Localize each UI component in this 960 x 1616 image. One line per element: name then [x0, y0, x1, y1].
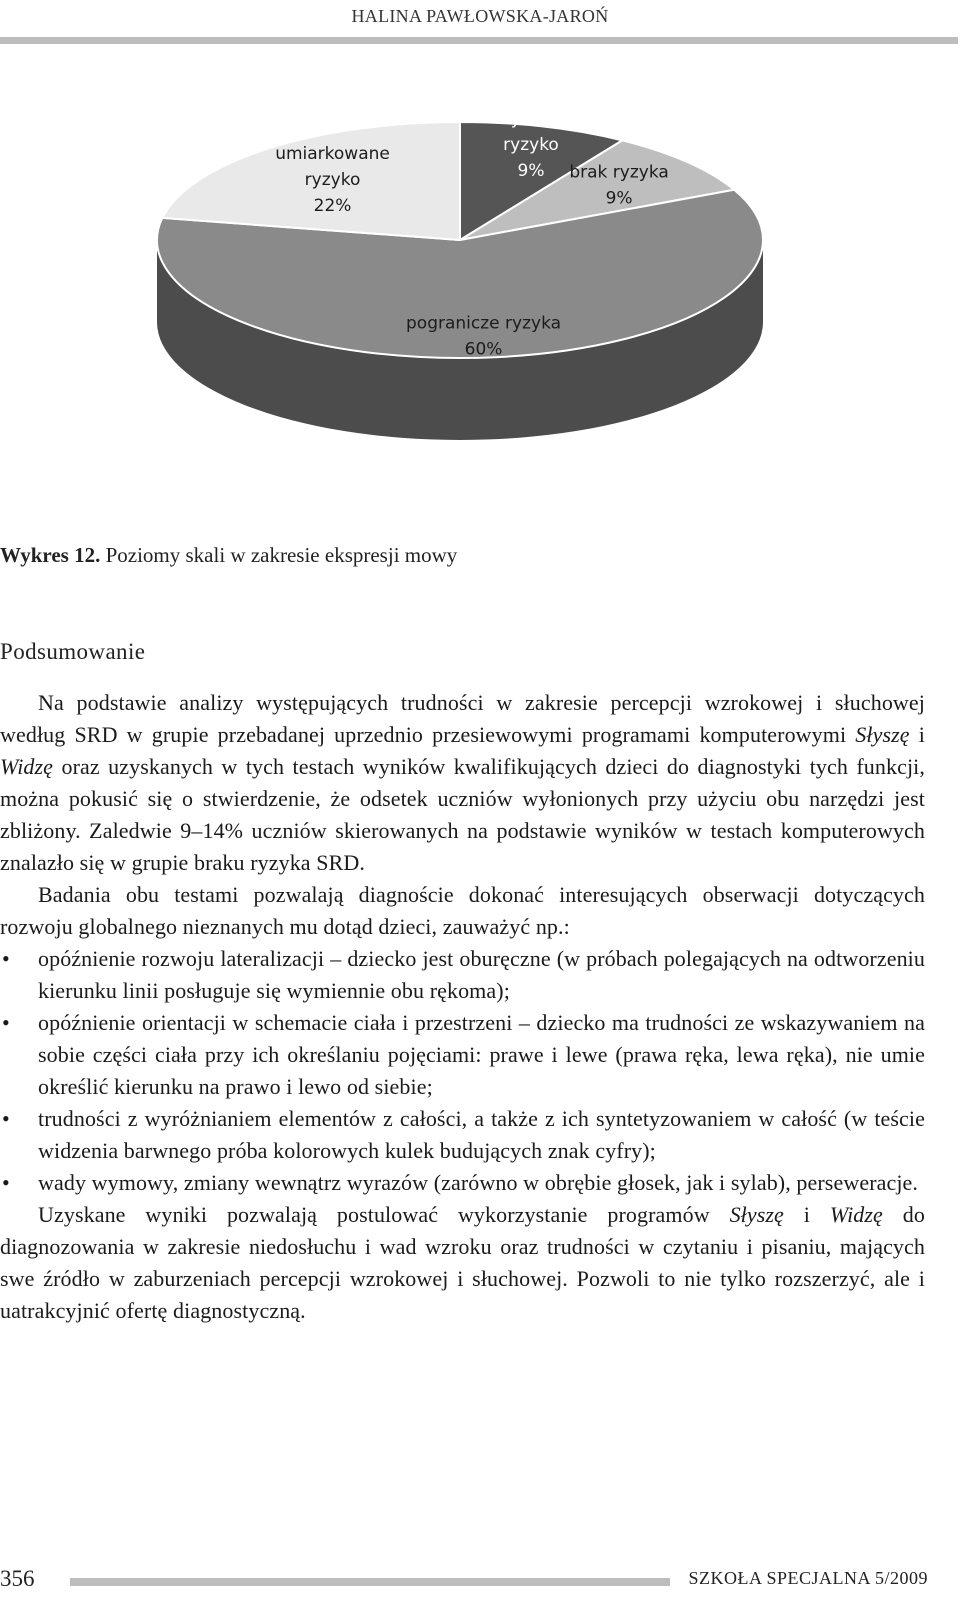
footer-rule — [70, 1578, 670, 1586]
list-item-text: trudności z wyróżnianiem elementów z całości, a także z ich syntetyzowaniem w całość (w teście widzenia barwnego próba kolorowych kulek budujących znak cyfry); — [38, 1106, 925, 1163]
italic-text: Widzę — [829, 1202, 883, 1227]
italic-text: Widzę — [0, 754, 54, 779]
list-item — [0, 943, 925, 1007]
italic-text: Słyszę — [729, 1202, 784, 1227]
text-run: do diagnozowania w zakresie niedosłuchu i wad wzroku oraz trudności w czytaniu i pisaniu, mających swe źródło w zaburzeniach percepcji wzrokowej i słuchowej. Pozwoli to nie tylko rozszerzyć, ale i uatrakcyjnić ofertę diagnostyczną. — [0, 1202, 925, 1323]
paragraph — [0, 687, 925, 879]
caption-title: Poziomy skali w zakresie ekspresji mowy — [105, 543, 458, 567]
bullet-icon: • — [2, 1010, 10, 1035]
pie-label: 60% — [464, 339, 503, 360]
italic-text: Słyszę — [855, 722, 910, 747]
paragraph — [0, 879, 925, 943]
pie-label: brak ryzyka — [569, 162, 669, 183]
pie-label: umiarkowane — [275, 143, 390, 164]
list-item — [0, 1167, 925, 1199]
pie-label: ryzyko — [503, 134, 559, 155]
text-run: i — [783, 1202, 830, 1227]
running-head: HALINA PAWŁOWSKA-JAROŃ — [351, 6, 609, 26]
text-run: Badania obu testami pozwalają diagnoście dokonać interesujących obserwacji dotyczących rozwoju globalnego nieznanych mu dotąd dzieci, zauważyć np.: — [0, 882, 925, 939]
pie-label: pogranicze ryzyka — [406, 313, 562, 334]
bullet-icon: • — [2, 1106, 10, 1131]
list-item-text: opóźnienie orientacji w schemacie ciała i przestrzeni – dziecko ma trudności ze wskazywaniem na sobie części ciała przy ich określaniu pojęciami: prawe i lewe (prawa ręka, lewa ręka), nie umie określić kierunku na prawo i lewo od siebie; — [38, 1010, 925, 1099]
paragraph — [0, 1199, 925, 1327]
pie-label: wysokie — [496, 108, 566, 129]
figure-caption — [0, 545, 900, 566]
bullet-list — [0, 943, 925, 1199]
pie-label: 9% — [605, 188, 633, 209]
journal-name: SZKOŁA SPECJALNA 5/2009 — [688, 1568, 928, 1588]
section-heading: Podsumowanie — [0, 639, 146, 664]
text-run: Na podstawie analizy występujących trudności w zakresie percepcji wzrokowej i słuchowej według SRD w grupie przebadanej uprzednio przesiewowymi programami komputerowymi — [0, 690, 925, 747]
list-item-text: wady wymowy, zmiany wewnątrz wyrazów (zarówno w obrębie głosek, jak i sylab), perseweracje. — [38, 1170, 919, 1195]
caption-label: Wykres 12. — [0, 543, 101, 567]
pie-label: ryzyko — [304, 169, 361, 190]
page-number: 356 — [0, 1566, 35, 1591]
text-run: Uzyskane wyniki pozwalają postulować wykorzystanie programów — [38, 1202, 730, 1227]
body-text — [0, 687, 925, 1327]
pie-chart — [140, 100, 800, 500]
pie-label: 22% — [313, 195, 352, 216]
text-run: oraz uzyskanych w tych testach wyników kwalifikujących dzieci do diagnostyki tych funkcji, można pokusić się o stwierdzenie, że odsetek uczniów wyłonionych przy użyciu obu narzędzi jest zbliżony. Zaledwie 9–14% uczniów skierowanych na podstawie wyników w testach komputerowych znalazło się w grupie braku ryzyka SRD. — [0, 754, 925, 875]
header-rule — [0, 37, 958, 44]
list-item-text: opóźnienie rozwoju lateralizacji – dziecko jest oburęczne (w próbach polegających na odtworzeniu kierunku linii posługuje się wymiennie obu rękoma); — [38, 946, 925, 1003]
bullet-icon: • — [2, 946, 10, 971]
list-item — [0, 1007, 925, 1103]
pie-label: 9% — [517, 160, 545, 181]
bullet-icon: • — [2, 1170, 10, 1195]
list-item — [0, 1103, 925, 1167]
text-run: i — [909, 722, 925, 747]
